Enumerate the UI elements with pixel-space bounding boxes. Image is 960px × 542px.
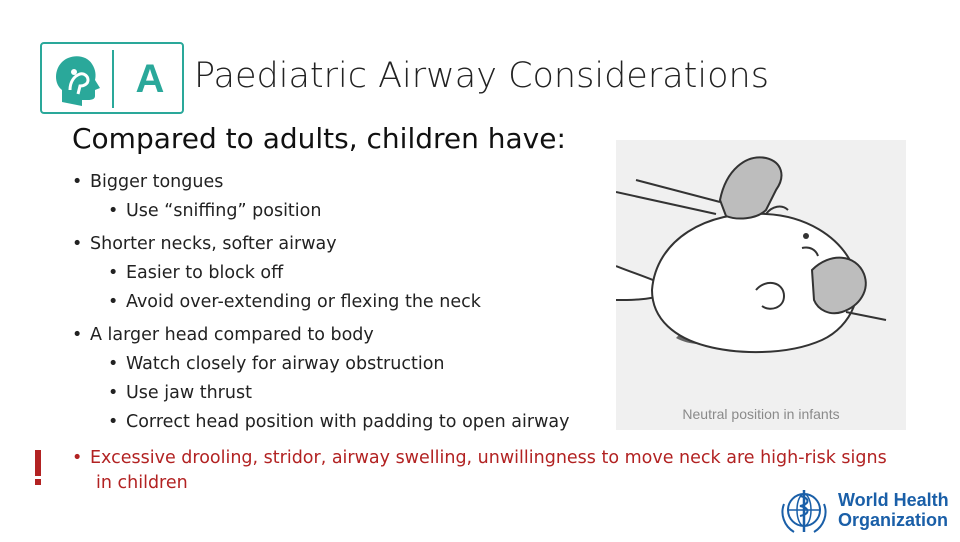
- sub-bullet-item: • Watch closely for airway obstruction: [108, 354, 445, 374]
- bullet-item: • A larger head compared to body: [72, 325, 374, 345]
- sub-bullet-item: • Avoid over-extending or flexing the neck: [108, 292, 481, 312]
- sub-bullet-item: • Correct head position with padding to open airway: [108, 412, 570, 432]
- airway-badge: [40, 42, 184, 114]
- who-logo: [776, 484, 954, 538]
- sub-bullet-item: • Use jaw thrust: [108, 383, 252, 403]
- warning-note: • Excessive drooling, stridor, airway swelling, unwillingness to move neck are high-risk signs in children: [72, 448, 887, 493]
- page-title: Paediatric Airway Considerations: [194, 56, 769, 96]
- figure-caption: Neutral position in infants: [682, 406, 840, 422]
- sub-bullet-item: • Easier to block off: [108, 263, 284, 283]
- badge-divider: [112, 50, 114, 108]
- sub-bullet-item: • Use “sniffing” position: [108, 201, 322, 221]
- badge-letter: A: [135, 57, 165, 101]
- bullet-item: • Bigger tongues: [72, 172, 224, 192]
- who-wordmark: World Health Organization: [838, 490, 949, 530]
- exclamation-icon: [30, 448, 46, 488]
- page-subtitle: Compared to adults, children have:: [72, 122, 566, 155]
- infant-airway-illustration: [616, 140, 906, 430]
- who-emblem-icon: [776, 484, 832, 538]
- head-airway-icon: [48, 50, 106, 108]
- bullet-list: [72, 168, 569, 437]
- bullet-item: • Shorter necks, softer airway: [72, 234, 337, 254]
